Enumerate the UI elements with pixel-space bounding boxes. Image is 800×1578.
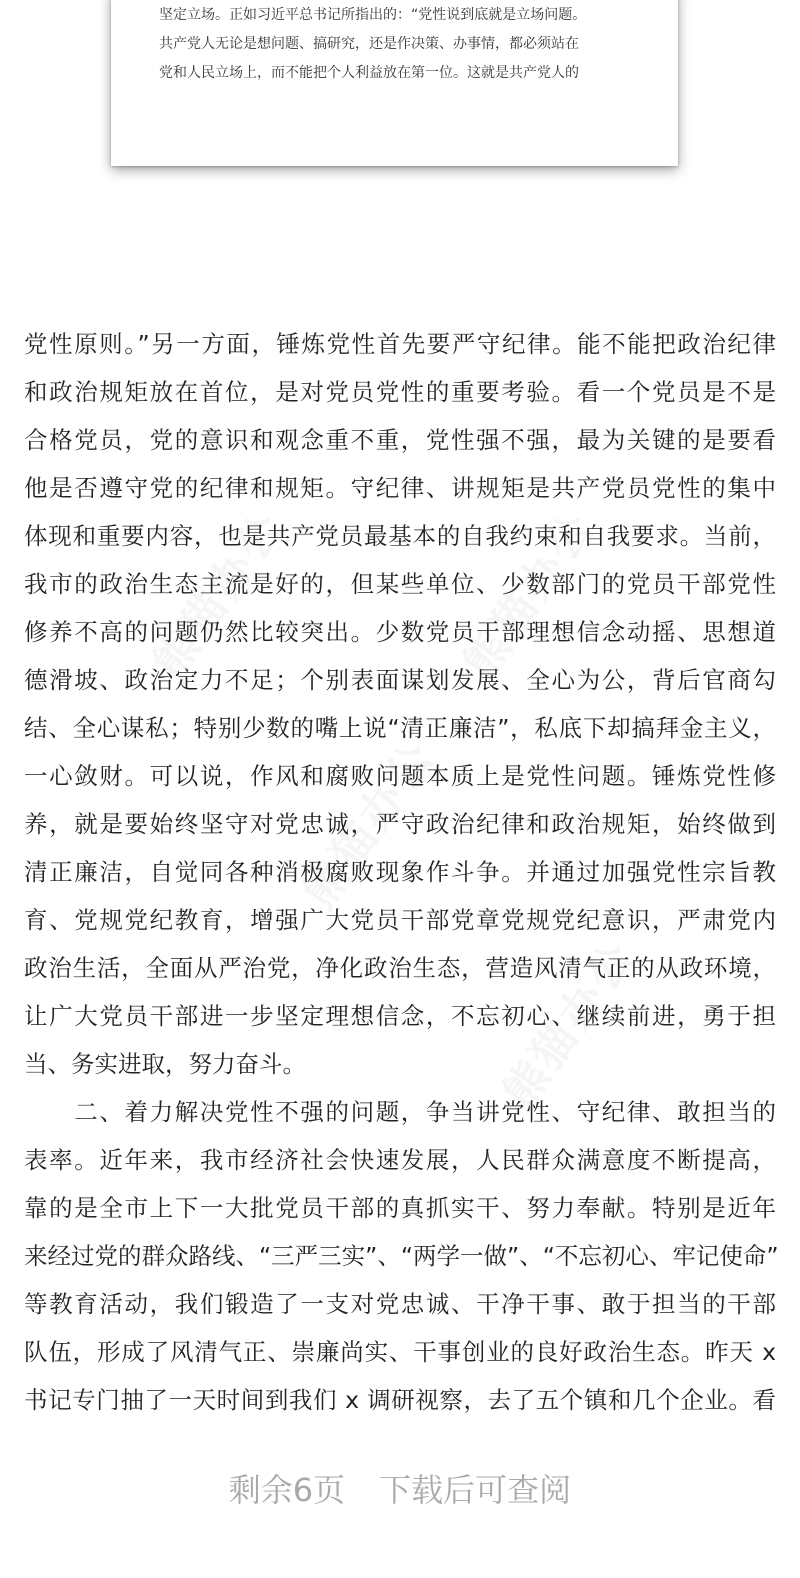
watermark: 熊猫办公 <box>293 731 446 918</box>
text-line: 书记专门抽了一天时间到我们 x 调研视察，去了五个镇和几个企业。看 <box>24 1386 776 1414</box>
text-line: 我市的政治生态主流是好的，但某些单位、少数部门的党员干部党性 <box>24 570 776 598</box>
text-line: 二、着力解决党性不强的问题，争当讲党性、守纪律、敢担当的 <box>24 1098 776 1126</box>
preview-line: 共产党人无论是想问题、搞研究，还是作决策、办事情，都必须站在 <box>159 36 579 52</box>
text-line: 等教育活动，我们锻造了一支对党忠诚、干净干事、敢于担当的干部 <box>24 1290 776 1318</box>
text-line: 修养不高的问题仍然比较突出。少数党员干部理想信念动摇、思想道 <box>24 618 776 646</box>
text-line: 来经过党的群众路线、“三严三实”、“两学一做”、“不忘初心、牢记使命” <box>24 1242 779 1270</box>
preview-line: 坚定立场。正如习近平总书记所指出的：“党性说到底就是立场问题。 <box>159 7 587 23</box>
remaining-pages-banner[interactable] <box>0 1468 800 1512</box>
text-line: 合格党员，党的意识和观念重不重，党性强不强，最为关键的是要看 <box>24 426 776 454</box>
text-line: 队伍，形成了风清气正、崇廉尚实、干事创业的良好政治生态。昨天 x <box>24 1338 776 1366</box>
text-line: 和政治规矩放在首位，是对党员党性的重要考验。看一个党员是不是 <box>24 378 776 406</box>
text-line: 当、务实进取，努力奋斗。 <box>24 1050 306 1078</box>
download-hint[interactable]: 下载后可查阅 <box>379 1471 572 1509</box>
text-line: 结、全心谋私；特别少数的嘴上说“清正廉洁”，私底下却搞拜金主义， <box>24 714 776 742</box>
text-line: 政治生活，全面从严治党，净化政治生态，营造风清气正的从政环境， <box>24 954 776 982</box>
text-line: 育、党规党纪教育，增强广大党员干部党章党规党纪意识，严肃党内 <box>24 906 776 934</box>
document-body <box>24 320 779 1424</box>
text-line: 靠的是全市上下一大批党员干部的真抓实干、努力奉献。特别是近年 <box>24 1194 776 1222</box>
text-line: 清正廉洁，自觉同各种消极腐败现象作斗争。并通过加强党性宗旨教 <box>24 858 776 886</box>
text-line: 他是否遵守党的纪律和规矩。守纪律、讲规矩是共产党员党性的集中 <box>24 474 776 502</box>
watermark: 熊猫办公 <box>143 501 296 688</box>
preview-line: 党和人民立场上，而不能把个人利益放在第一位。这就是共产党人的 <box>159 65 579 81</box>
watermark: 熊猫办公 <box>493 931 646 1118</box>
text-line: 养，就是要始终坚守对党忠诚，严守政治纪律和政治规矩，始终做到 <box>24 810 776 838</box>
watermark: 熊猫办公 <box>453 501 606 688</box>
text-line: 体现和重要内容，也是共产党员最基本的自我约束和自我要求。当前， <box>24 522 776 550</box>
text-line: 让广大党员干部进一步坚定理想信念，不忘初心、继续前进，勇于担 <box>24 1002 776 1030</box>
remaining-pages-count: 剩余6页 <box>228 1471 346 1509</box>
text-line: 德滑坡、政治定力不足；个别表面谋划发展、全心为公，背后官商勾 <box>24 666 776 694</box>
preview-page-card <box>111 0 678 166</box>
text-line: 一心敛财。可以说，作风和腐败问题本质上是党性问题。锤炼党性修 <box>24 762 776 790</box>
text-line: 党性原则。”另一方面，锤炼党性首先要严守纪律。能不能把政治纪律 <box>24 330 776 358</box>
text-line: 表率。近年来，我市经济社会快速发展，人民群众满意度不断提高， <box>24 1146 776 1174</box>
